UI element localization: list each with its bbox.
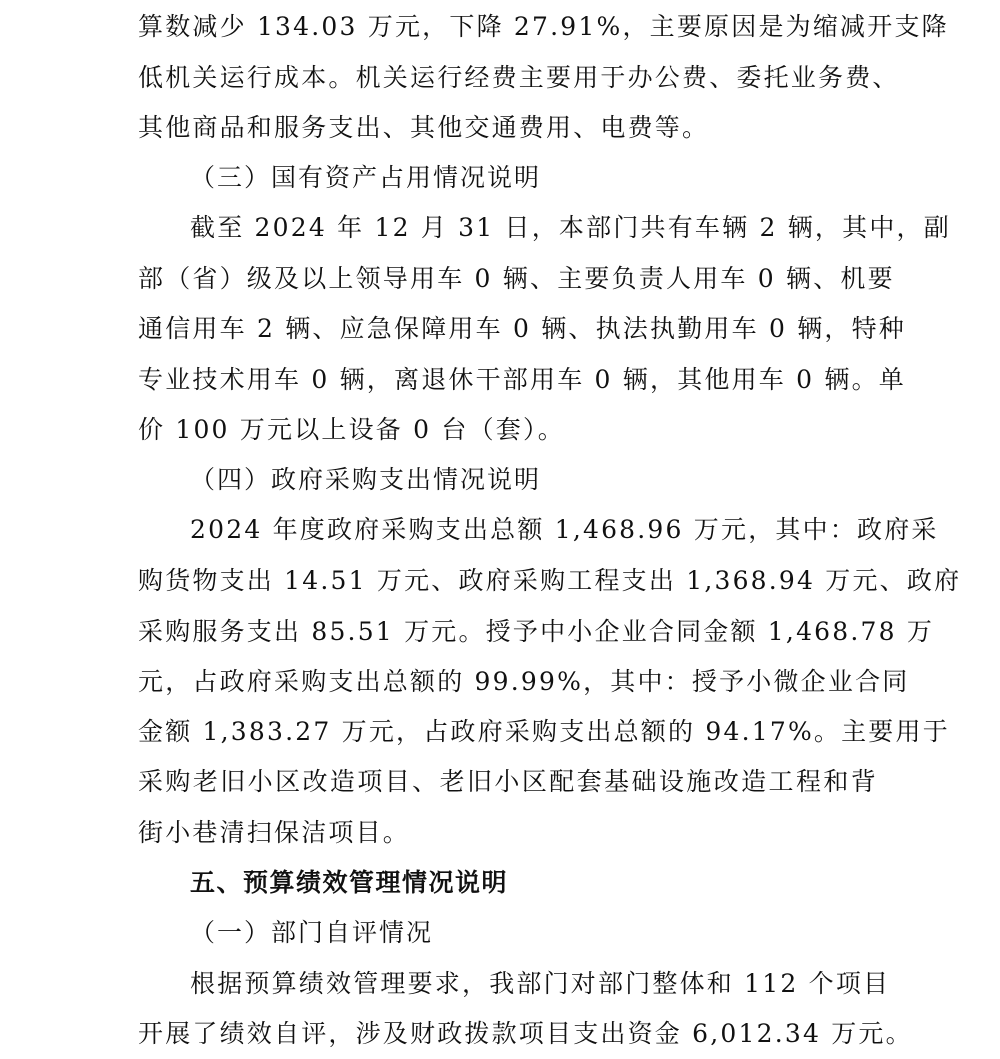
paragraph-line: 算数减少 134.03 万元，下降 27.91%，主要原因是为缩减开支降 <box>138 12 949 41</box>
section-heading-procurement: （四）政府采购支出情况说明 <box>190 465 542 494</box>
paragraph-line: 截至 2024 年 12 月 31 日，本部门共有车辆 2 辆，其中，副 <box>190 213 951 242</box>
section-heading-self-evaluation: （一）部门自评情况 <box>190 918 434 947</box>
paragraph-line: 根据预算绩效管理要求，我部门对部门整体和 112 个项目 <box>190 969 891 998</box>
paragraph-line: 部（省）级及以上领导用车 0 辆、主要负责人用车 0 辆、机要 <box>138 264 895 293</box>
paragraph-line: 金额 1,383.27 万元，占政府采购支出总额的 94.17%。主要用于 <box>138 717 950 746</box>
paragraph-line: 开展了绩效自评，涉及财政拨款项目支出资金 6,012.34 万元。 <box>138 1019 913 1048</box>
paragraph-line: 专业技术用车 0 辆，离退休干部用车 0 辆，其他用车 0 辆。单 <box>138 365 907 394</box>
chapter-heading-performance: 五、预算绩效管理情况说明 <box>190 868 509 897</box>
paragraph-line: 价 100 万元以上设备 0 台（套）。 <box>138 415 565 444</box>
paragraph-line: 通信用车 2 辆、应急保障用车 0 辆、执法执勤用车 0 辆，特种 <box>138 314 906 343</box>
paragraph-line: 元，占政府采购支出总额的 99.99%，其中：授予小微企业合同 <box>138 667 910 696</box>
paragraph-line: 其他商品和服务支出、其他交通费用、电费等。 <box>138 113 710 142</box>
paragraph-line: 低机关运行成本。机关运行经费主要用于办公费、委托业务费、 <box>138 63 900 92</box>
section-heading-state-assets: （三）国有资产占用情况说明 <box>190 163 542 192</box>
paragraph-line: 街小巷清扫保洁项目。 <box>138 818 411 847</box>
paragraph-line: 采购服务支出 85.51 万元。授予中小企业合同金额 1,468.78 万 <box>138 617 935 646</box>
paragraph-line: 购货物支出 14.51 万元、政府采购工程支出 1,368.94 万元、政府 <box>138 566 962 595</box>
paragraph-line: 采购老旧小区改造项目、老旧小区配套基础设施改造工程和背 <box>138 767 878 796</box>
paragraph-line: 2024 年度政府采购支出总额 1,468.96 万元，其中：政府采 <box>190 515 939 544</box>
